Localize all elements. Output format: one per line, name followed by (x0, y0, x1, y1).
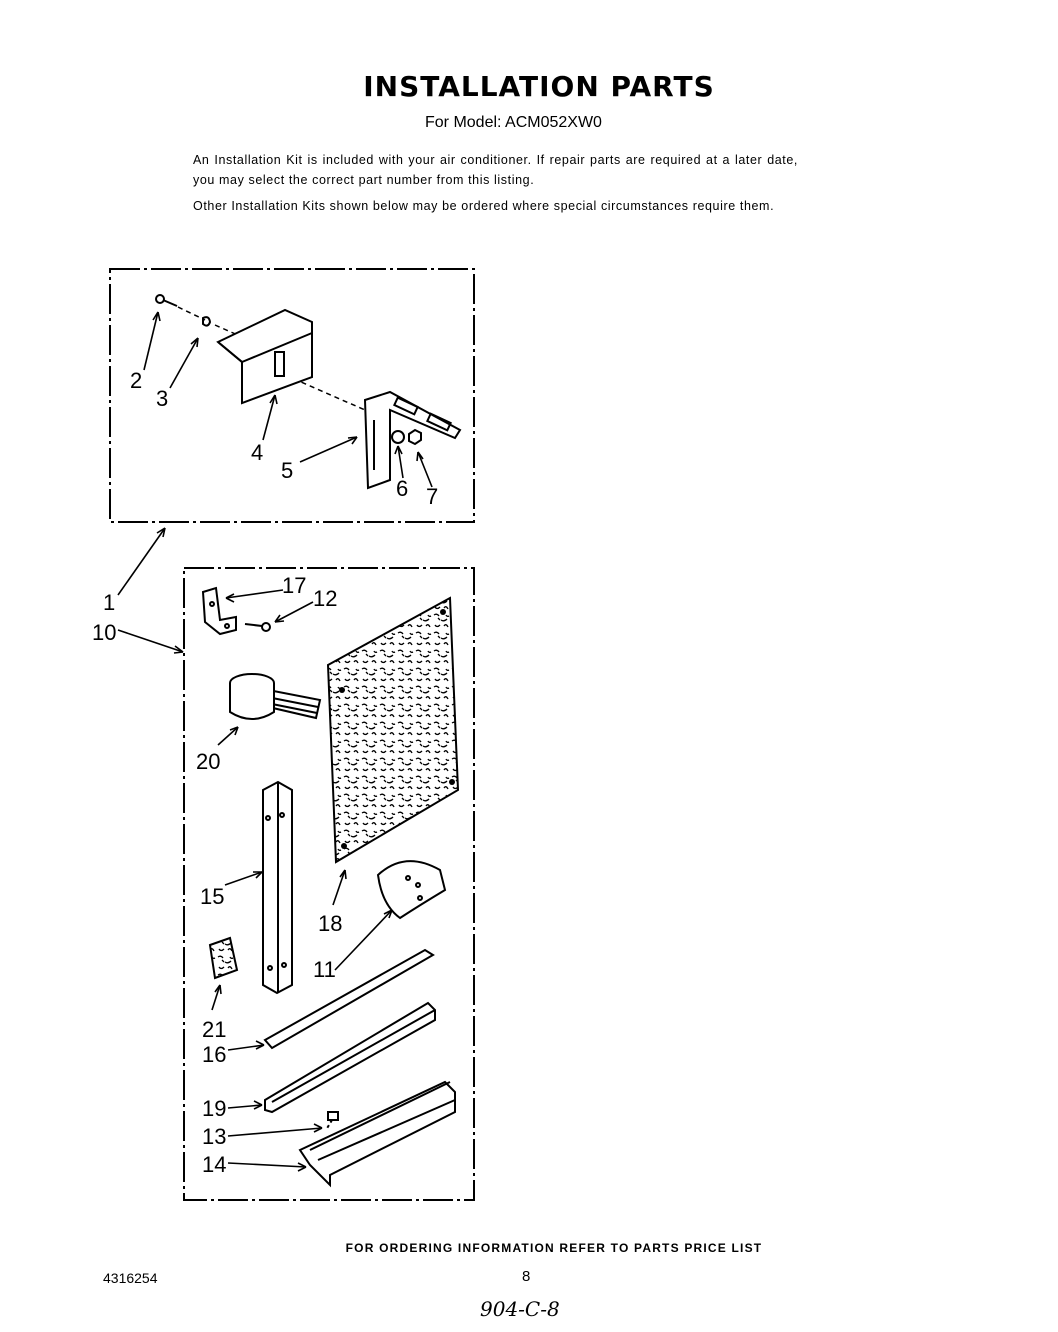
callout-4: 4 (251, 440, 264, 465)
ordering-note: FOR ORDERING INFORMATION REFER TO PARTS PRICE LIST (345, 1241, 763, 1255)
callout-5: 5 (281, 458, 294, 483)
callout-10: 10 (92, 620, 117, 645)
callout-7: 7 (426, 484, 439, 509)
rail-part-14 (300, 1082, 455, 1185)
bar-part-19 (265, 1003, 435, 1112)
callout-1: 1 (103, 590, 116, 615)
panel-part-18 (328, 598, 458, 862)
page-number: 8 (522, 1268, 531, 1285)
callout-20: 20 (196, 749, 221, 774)
callout-14: 14 (202, 1152, 227, 1177)
intro-paragraph-2: Other Installation Kits shown below may be ordered where special circumstances require them. (193, 199, 775, 213)
callout-3: 3 (156, 386, 169, 411)
document-number: 4316254 (103, 1270, 158, 1286)
handwritten-note: 904-C-8 (480, 1297, 560, 1321)
foam-seal-part-20 (230, 674, 320, 719)
callout-19: 19 (202, 1096, 227, 1121)
channel-part-15 (263, 782, 292, 993)
model-line: For Model: ACM052XW0 (425, 114, 602, 131)
foam-block-part-21 (210, 938, 237, 978)
washer-part-6 (392, 431, 404, 443)
callout-11: 11 (313, 957, 336, 982)
clip-part-11 (378, 861, 445, 918)
screw-part-13 (326, 1112, 338, 1130)
bracket-part-4 (218, 310, 312, 403)
callout-17: 17 (282, 573, 307, 598)
callout-12: 12 (313, 586, 338, 611)
screw-part-2 (156, 295, 177, 306)
callout-6: 6 (396, 476, 409, 501)
washer-part-3 (203, 317, 210, 326)
screw-part-12 (245, 623, 270, 631)
callout-13: 13 (202, 1124, 227, 1149)
callout-2: 2 (130, 368, 143, 393)
callout-18: 18 (318, 911, 343, 936)
nut-part-7 (409, 430, 421, 444)
callout-16: 16 (202, 1042, 227, 1067)
callout-21: 21 (202, 1017, 227, 1042)
callout-15: 15 (200, 884, 225, 909)
page-title: INSTALLATION PARTS (363, 70, 715, 103)
intro-paragraph-1: An Installation Kit is included with your air conditioner. If repair parts are required at a later date, you may select the correct part number from this listing. (193, 153, 798, 187)
